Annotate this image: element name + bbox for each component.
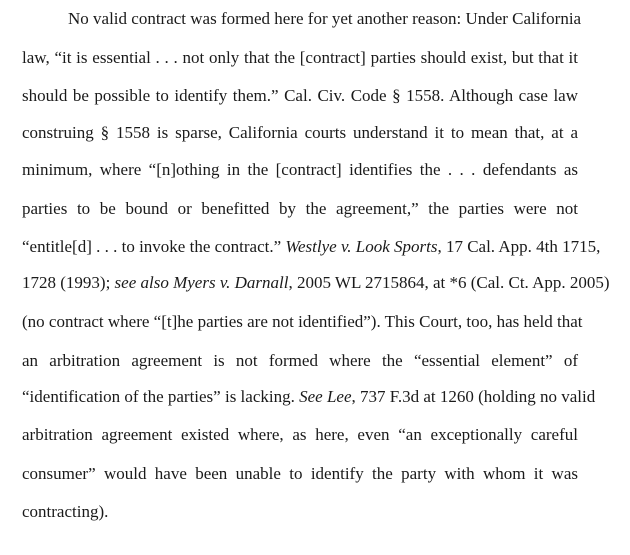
- paragraph-line-5: minimum, where “[n]othing in the [contract] identifies the . . . defendants as: [22, 160, 578, 179]
- paragraph-line-1: No valid contract was formed here for yet another reason: Under California: [68, 9, 582, 28]
- paragraph-line-4: construing § 1558 is sparse, California courts understand it to mean that, at a: [22, 123, 578, 142]
- line-11-text-b: , 737 F.3d at 1260 (holding no valid: [351, 387, 596, 406]
- paragraph-line-8: [22, 273, 610, 293]
- paragraph-line-10: an arbitration agreement is not formed where the “essential element” of: [22, 351, 578, 370]
- line-8-text-a: 1728 (1993);: [22, 273, 115, 292]
- paragraph-line-6: parties to be bound or benefitted by the agreement,” the parties were not: [22, 199, 578, 218]
- line-11-text-a: “identification of the parties” is lacking.: [22, 387, 300, 406]
- line-8-text-b: , 2005 WL 2715864, at *6 (Cal. Ct. App. 2005): [288, 273, 610, 292]
- paragraph-line-9: (no contract where “[t]he parties are not identified”). This Court, too, has held that: [22, 312, 583, 331]
- paragraph-line-11: [22, 387, 596, 407]
- line-7-text-b: , 17 Cal. App. 4th 1715,: [437, 237, 601, 256]
- paragraph-line-14: contracting).: [22, 502, 109, 521]
- line-7-text-a: “entitle[d] . . . to invoke the contract.”: [22, 237, 282, 256]
- paragraph-line-2: law, “it is essential . . . not only that the [contract] parties should exist, but that it: [22, 48, 578, 67]
- citation-lee: See Lee: [299, 387, 352, 406]
- citation-westlye: Westlye v. Look Sports: [281, 237, 438, 256]
- paragraph-line-7: [22, 237, 601, 257]
- citation-myers: see also Myers v. Darnall: [114, 273, 289, 292]
- paragraph-line-3: should be possible to identify them.” Cal. Civ. Code § 1558. Although case law: [22, 86, 578, 105]
- paragraph-line-12: arbitration agreement existed where, as here, even “an exceptionally careful: [22, 425, 578, 444]
- paragraph-line-13: consumer” would have been unable to identify the party with whom it was: [22, 464, 578, 483]
